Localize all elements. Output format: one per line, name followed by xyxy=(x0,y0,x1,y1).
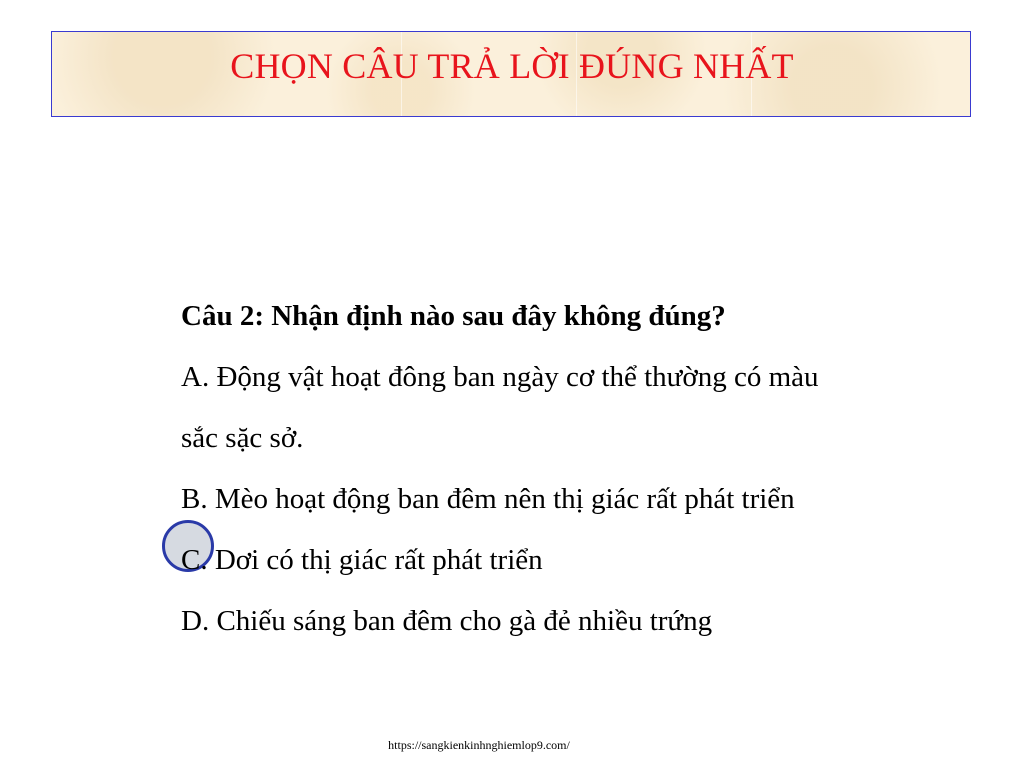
footer-url: https://sangkienkinhnghiemlop9.com/ xyxy=(388,738,570,752)
option-d: D. Chiếu sáng ban đêm cho gà đẻ nhiều trứng xyxy=(181,605,713,637)
option-c: C. Dơi có thị giác rất phát triển xyxy=(181,544,543,576)
slide-title: CHỌN CÂU TRẢ LỜI ĐÚNG NHẤT xyxy=(230,46,794,86)
option-a-line-1: A. Động vật hoạt đông ban ngày cơ thể thường có màu xyxy=(181,361,819,393)
option-a-line-2: sắc sặc sở. xyxy=(181,422,304,454)
question-heading: Câu 2: Nhận định nào sau đây không đúng? xyxy=(181,300,726,332)
question-block xyxy=(181,286,961,652)
title-banner xyxy=(51,31,971,117)
option-b: B. Mèo hoạt động ban đêm nên thị giác rất phát triển xyxy=(181,483,795,515)
